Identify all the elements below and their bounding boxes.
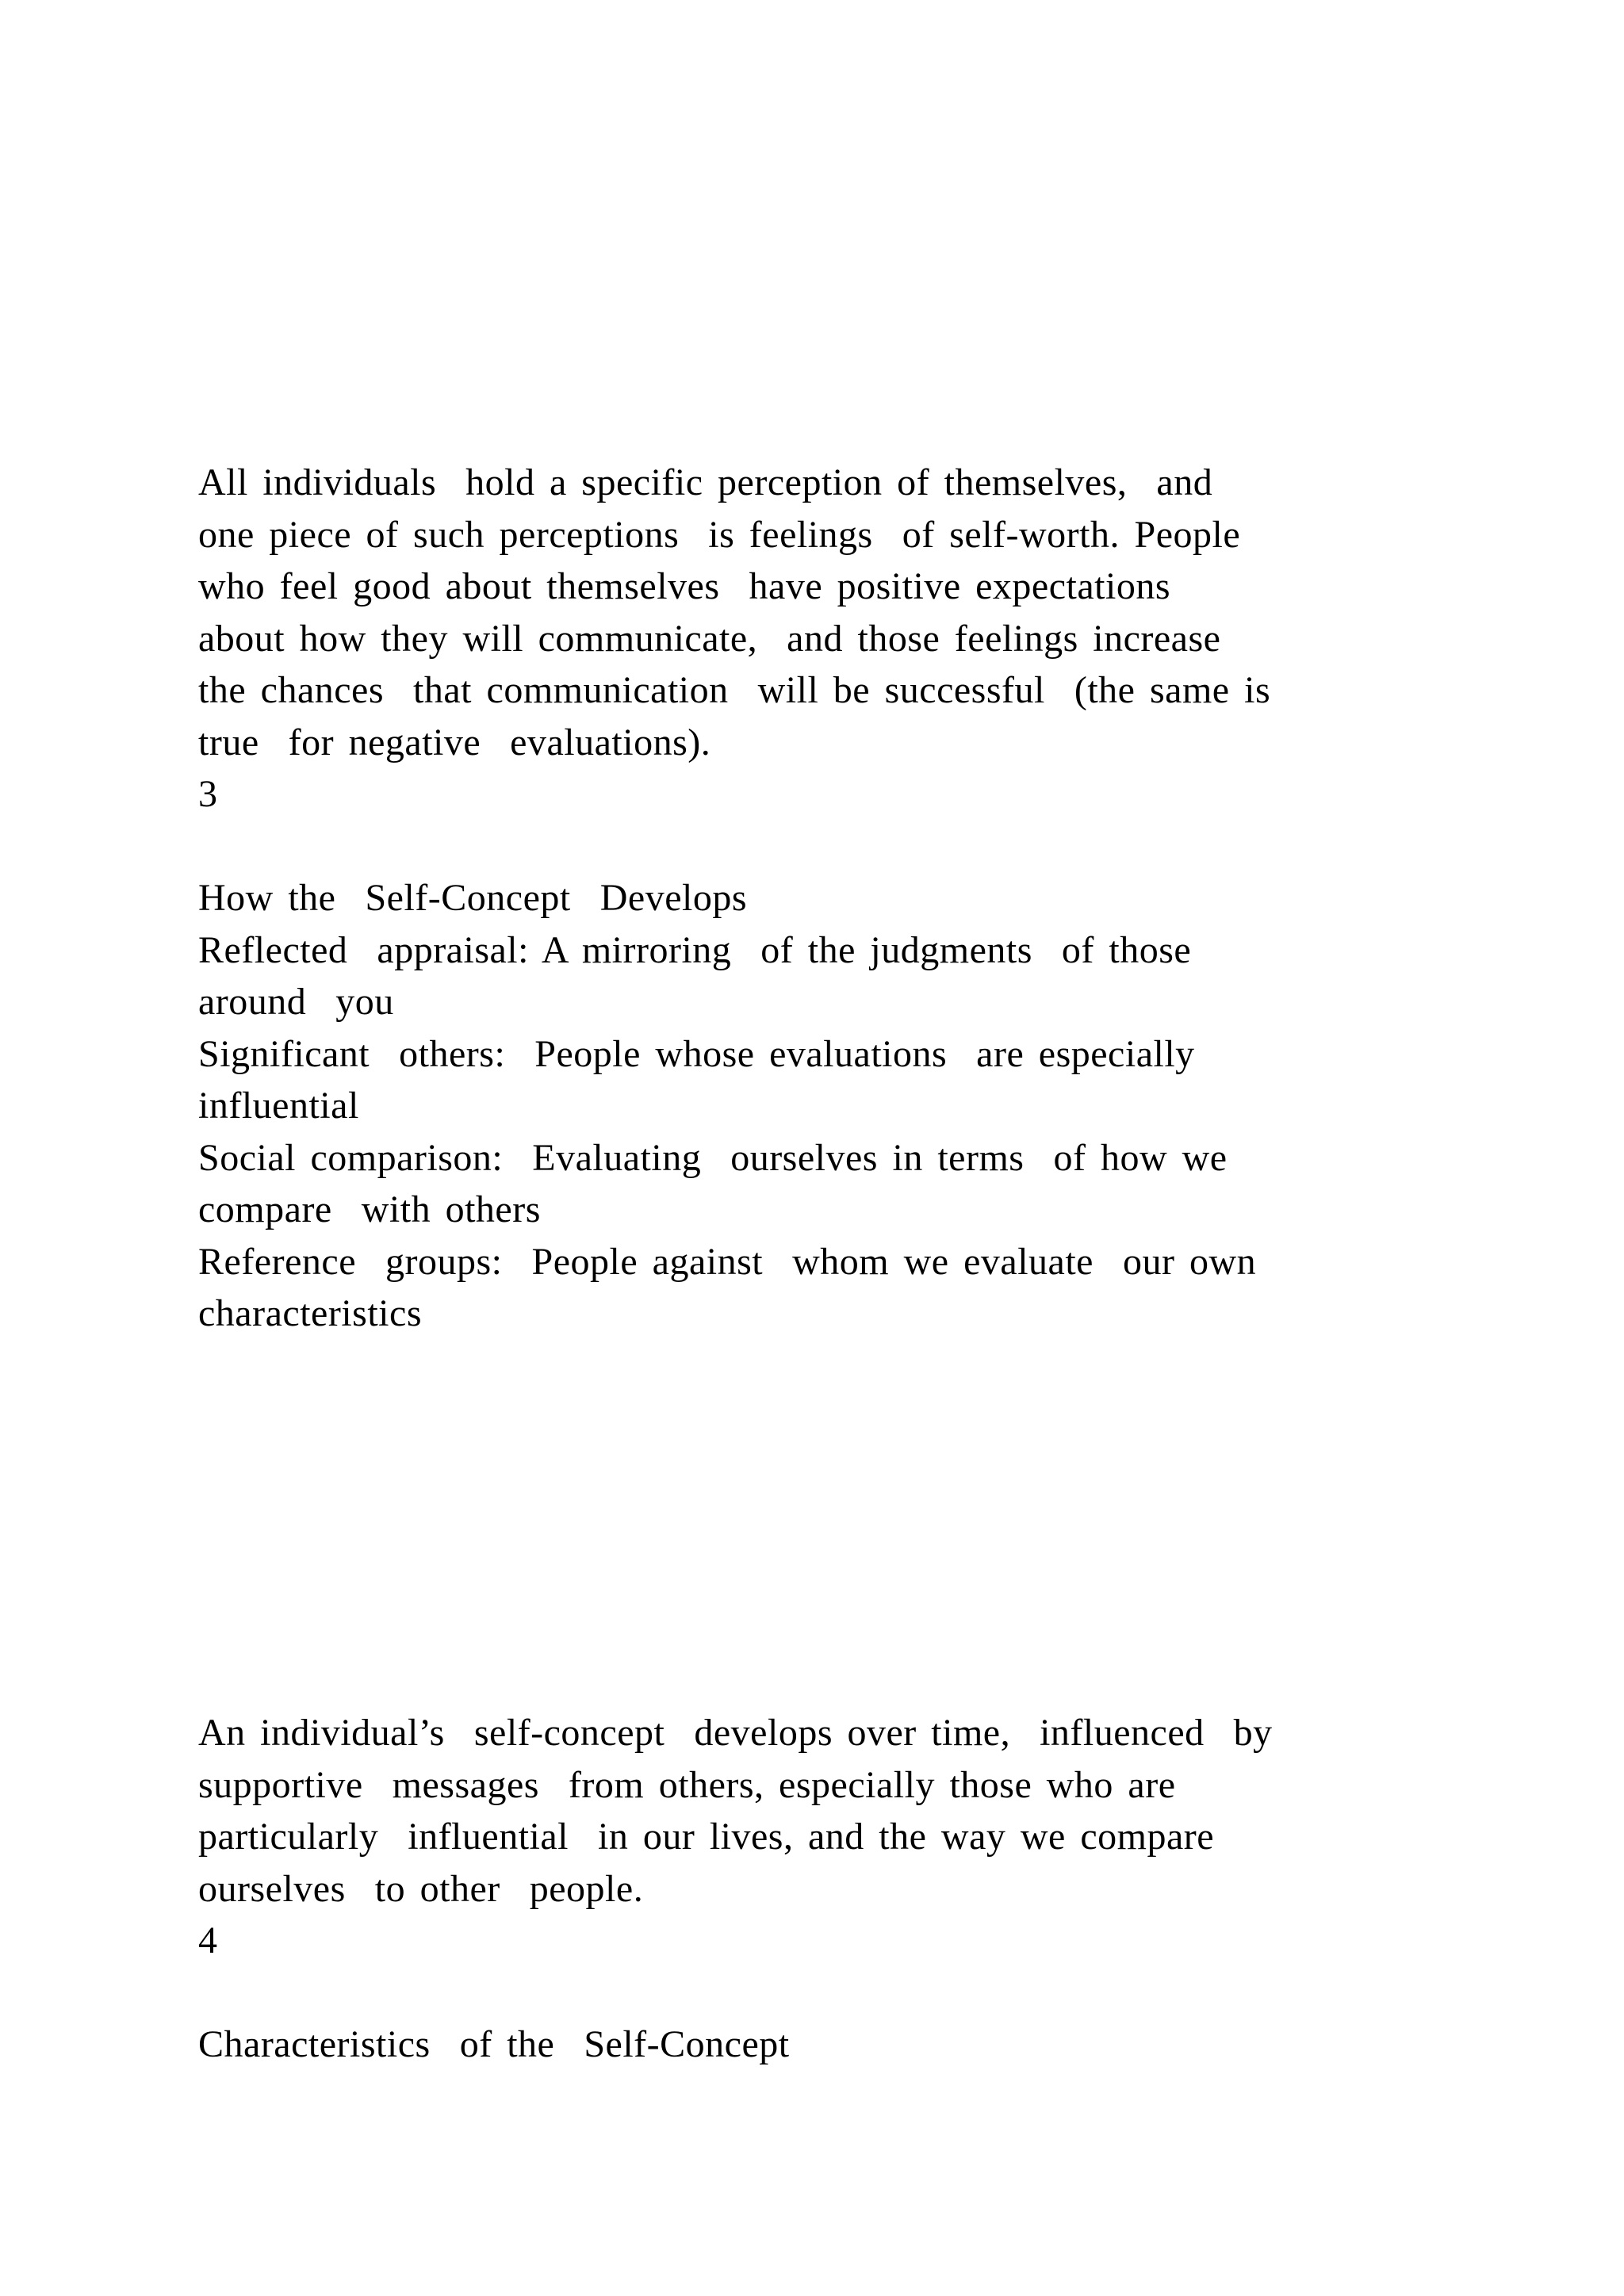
blank-line [198, 821, 1467, 873]
definition-line: influential [198, 1085, 359, 1127]
page-number: 4 [198, 1919, 218, 1961]
paragraph-line: the chances that communication will be successful (the same is [198, 669, 1271, 711]
paragraph-line: who feel good about themselves have positive expectations [198, 565, 1171, 607]
blank-line [198, 1967, 1467, 2019]
paragraph-line: true for negative evaluations). [198, 721, 711, 763]
definition-line: characteristics [198, 1292, 422, 1334]
paragraph-line: particularly influential in our lives, and the way we compare [198, 1816, 1215, 1858]
paragraph-line: one piece of such perceptions is feelings of self-worth. People [198, 513, 1241, 556]
paragraph-line: supportive messages from others, especially those who are [198, 1763, 1176, 1806]
paragraph-line: All individuals hold a specific perception of themselves, and [198, 461, 1213, 503]
definition-line: compare with others [198, 1188, 541, 1230]
definition-line: Significant others: People whose evaluations are especially [198, 1032, 1195, 1075]
definition-line: around you [198, 981, 394, 1023]
section-heading: Characteristics of the Self-Concept [198, 2023, 790, 2065]
definition-line: Reference groups: People against whom we evaluate our own [198, 1240, 1257, 1283]
definition-line: Reflected appraisal: A mirroring of the judgments of those [198, 928, 1192, 971]
paragraph-line: An individual’s self-concept develops over time, influenced by [198, 1712, 1273, 1754]
paragraph-line: ourselves to other people. [198, 1867, 644, 1910]
page-number: 3 [198, 773, 218, 815]
definition-line: Social comparison: Evaluating ourselves in terms of how we [198, 1136, 1228, 1179]
section-heading: How the Self-Concept Develops [198, 877, 748, 919]
intro-paragraph [198, 457, 1467, 1340]
paragraph-line: about how they will communicate, and those feelings increase [198, 617, 1221, 660]
development-paragraph [198, 1707, 1467, 2071]
